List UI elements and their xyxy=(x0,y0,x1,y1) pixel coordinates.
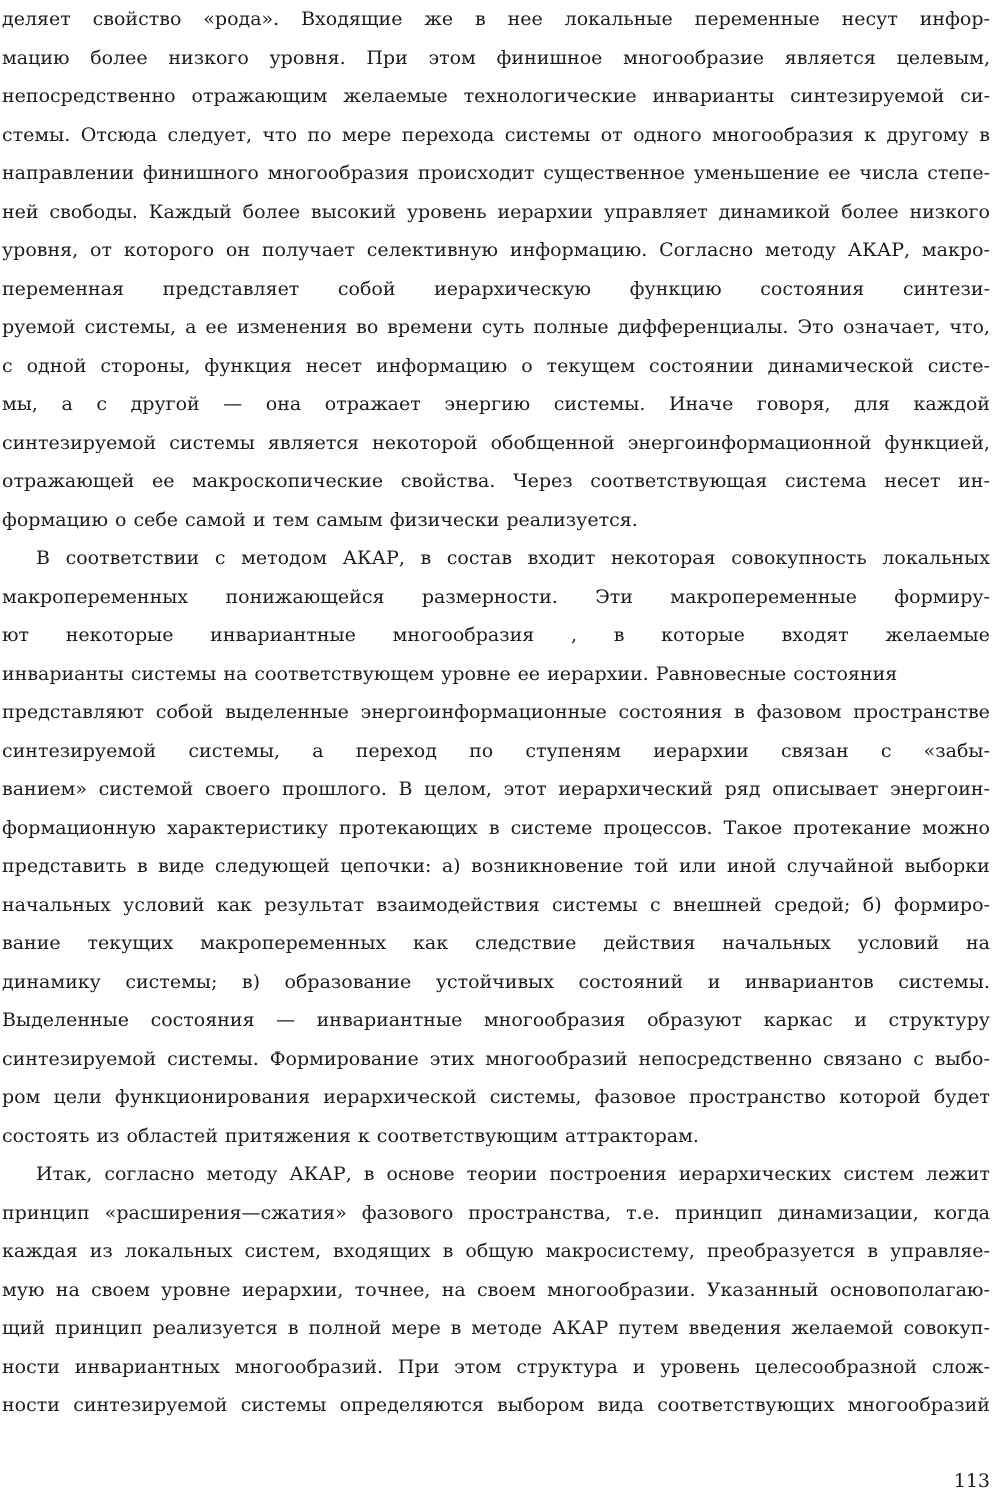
text-line: ют некоторые инвариантные многообразия , в которые входят желаемые xyxy=(2,624,990,646)
text-line: макропеременных понижающейся размерности. Эти макропеременные формиру- xyxy=(2,585,990,608)
text-line: щий принцип реализуется в полной мере в методе АКАР путем введения желаемой совокуп- xyxy=(2,1317,990,1339)
text-line: ром цели функционирования иерархической системы, фазовое пространство которой будет xyxy=(2,1086,990,1108)
page-number: 113 xyxy=(953,1470,990,1492)
text-line: уровня, от которого он получает селективную информацию. Согласно методу АКАР, макро- xyxy=(2,239,990,261)
text-line: динамику системы; в) образование устойчивых состояний и инвариантов системы. xyxy=(2,970,990,993)
text-line: формацию о себе самой и тем самым физически реализуется. xyxy=(2,508,638,531)
text-line: представляют собой выделенные энергоинформационные состояния в фазовом пространстве xyxy=(2,701,990,723)
text-line: руемой системы, а ее изменения во времени суть полные дифференциалы. Это означает, что, xyxy=(2,316,990,338)
text-line: формационную характеристику протекающих в системе процессов. Такое протекание можно xyxy=(2,816,990,839)
text-line: каждая из локальных систем, входящих в общую макросистему, преобразуется в управляе- xyxy=(2,1240,990,1262)
text-line: с одной стороны, функция несет информацию о текущем состоянии динамической систе- xyxy=(2,354,990,377)
text-line: принцип «расширения—сжатия» фазового пространства, т.е. принцип динамизации, когда xyxy=(2,1201,990,1224)
text-line: начальных условий как результат взаимодействия системы с внешней средой; б) формиро- xyxy=(2,893,990,916)
text-line: направлении финишного многообразия происходит существенное уменьшение ее числа степе- xyxy=(2,162,990,184)
text-line: состоять из областей притяжения к соответствующим аттракторам. xyxy=(2,1124,699,1147)
text-line: В соответствии с методом АКАР, в состав входит некоторая совокупность локальных xyxy=(36,547,990,569)
text-line: синтезируемой системы является некоторой обобщенной энергоинформационной функцией, xyxy=(2,431,990,454)
text-line: инварианты системы на соответствующем уровне ее иерархии. Равновесные состояния xyxy=(2,662,898,685)
text-line: синтезируемой системы, а переход по ступеням иерархии связан с «забы- xyxy=(2,739,990,762)
text-line: мую на своем уровне иерархии, точнее, на своем многообразии. Указанный основополагаю- xyxy=(2,1278,990,1301)
text-line: вание текущих макропеременных как следствие действия начальных условий на xyxy=(2,932,990,954)
text-line: стемы. Отсюда следует, что по мере перехода системы от одного многообразия к другому в xyxy=(2,123,990,146)
text-line: непосредственно отражающим желаемые технологические инварианты синтезируемой си- xyxy=(2,85,990,107)
text-line: ванием» системой своего прошлого. В целом, этот иерархический ряд описывает энергоин- xyxy=(2,778,990,800)
text-line: мы, а с другой — она отражает энергию системы. Иначе говоря, для каждой xyxy=(2,393,990,415)
text-line: мацию более низкого уровня. При этом финишное многообразие является целевым, xyxy=(2,46,990,69)
text-line: Выделенные состояния — инвариантные многообразия образуют каркас и структуру xyxy=(2,1009,990,1031)
text-line: деляет свойство «рода». Входящие же в нее локальные переменные несут инфор- xyxy=(2,8,990,30)
text-line: представить в виде следующей цепочки: а) возникновение той или иной случайной выборки xyxy=(2,855,990,877)
text-line: Итак, согласно методу АКАР, в основе теории построения иерархических систем лежит xyxy=(36,1163,990,1185)
text-line: ности синтезируемой системы определяются выбором вида соответствующих многообразий xyxy=(2,1394,990,1416)
text-line: ней свободы. Каждый более высокий уровень иерархии управляет динамикой более низкого xyxy=(2,200,990,223)
text-line: переменная представляет собой иерархическую функцию состояния синтези- xyxy=(2,277,990,300)
text-line: синтезируемой системы. Формирование этих многообразий непосредственно связано с выбо- xyxy=(2,1047,990,1070)
text-line: отражающей ее макроскопические свойства. Через соответствующая система несет ин- xyxy=(2,470,990,492)
text-line: ности инвариантных многообразий. При этом структура и уровень целесообразной слож- xyxy=(2,1355,990,1378)
